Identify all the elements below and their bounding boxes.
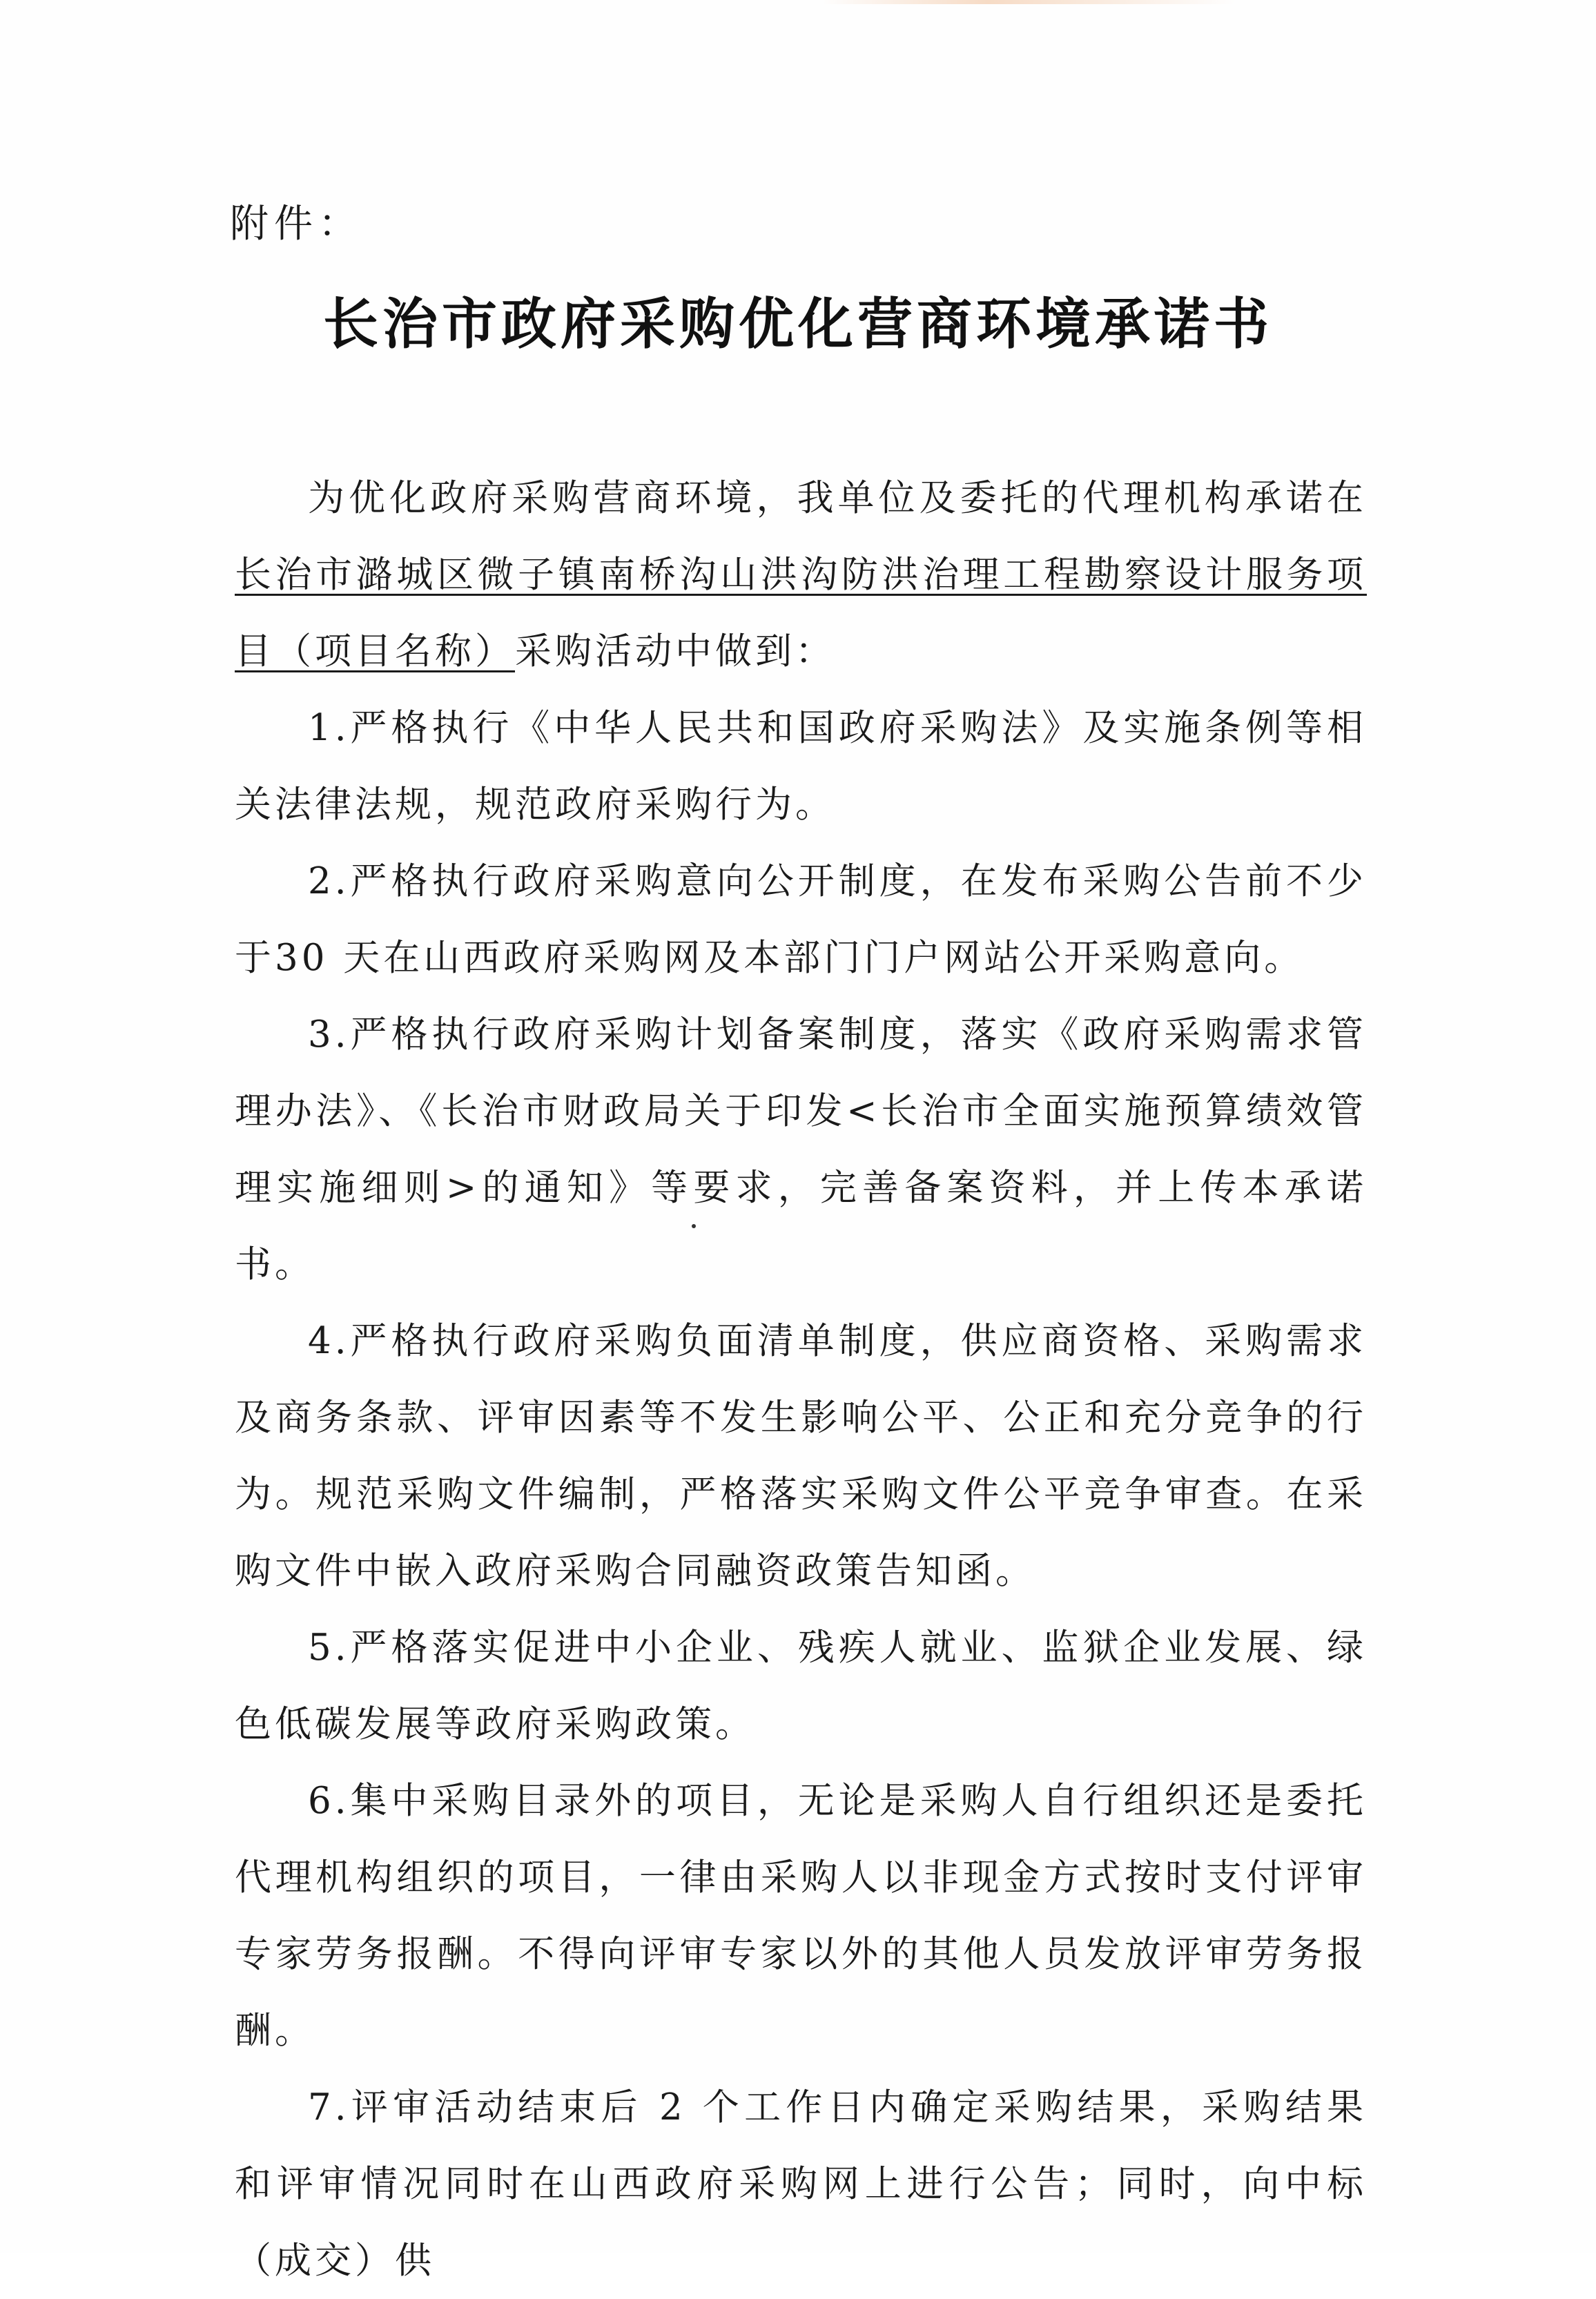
document-title: 长治市政府采购优化营商环境承诺书	[323, 292, 1273, 356]
commitment-item: 3.严格执行政府采购计划备案制度，落实《政府采购需求管理办法》、《长治市财政局关于印发<长治市全面实施预算绩效管理实施细则>的通知》等要求，完善备案资料，并上传本承诺书。	[235, 1013, 1367, 1286]
intro-paragraph	[235, 460, 1367, 690]
scan-speck	[692, 1224, 696, 1228]
scan-edge-mark	[821, 0, 1236, 4]
commitment-item: 7.评审活动结束后 2 个工作日内确定采购结果，采购结果和评审情况同时在山西政府采购网上进行公告；同时，向中标（成交）供	[235, 2086, 1367, 2282]
intro-tail: 采购活动中做到：	[515, 630, 835, 672]
commitment-item: 1.严格执行《中华人民共和国政府采购法》及实施条例等相关法律法规，规范政府采购行为。	[235, 707, 1367, 826]
commitment-item: 6.集中采购目录外的项目，无论是采购人自行组织还是委托代理机构组织的项目，一律由采购人以非现金方式按时支付评审专家劳务报酬。不得向评审专家以外的其他人员发放评审劳务报酬。	[235, 1780, 1367, 2052]
commitment-item: 4.严格执行政府采购负面清单制度，供应商资格、采购需求及商务条款、评审因素等不发生影响公平、公正和充分竞争的行为。规范采购文件编制，严格落实采购文件公平竞争审查。在采购文件中嵌入政府采购合同融资政策告知函。	[235, 1320, 1367, 1592]
document-body	[235, 460, 1367, 2299]
intro-lead: 为优化政府采购营商环境，我单位及委托的代理机构承诺在	[308, 477, 1367, 519]
commitment-item: 2.严格执行政府采购意向公开制度，在发布采购公告前不少于30 天在山西政府采购网及本部门门户网站公开采购意向。	[235, 860, 1367, 979]
attachment-label: 附件：	[230, 202, 362, 246]
project-name: 长治市潞城区微子镇南桥沟山洪沟防洪治理工程勘察设计服务项目（项目名称）	[235, 554, 1367, 672]
commitment-item: 5.严格落实促进中小企业、残疾人就业、监狱企业发展、绿色低碳发展等政府采购政策。	[235, 1627, 1367, 1745]
